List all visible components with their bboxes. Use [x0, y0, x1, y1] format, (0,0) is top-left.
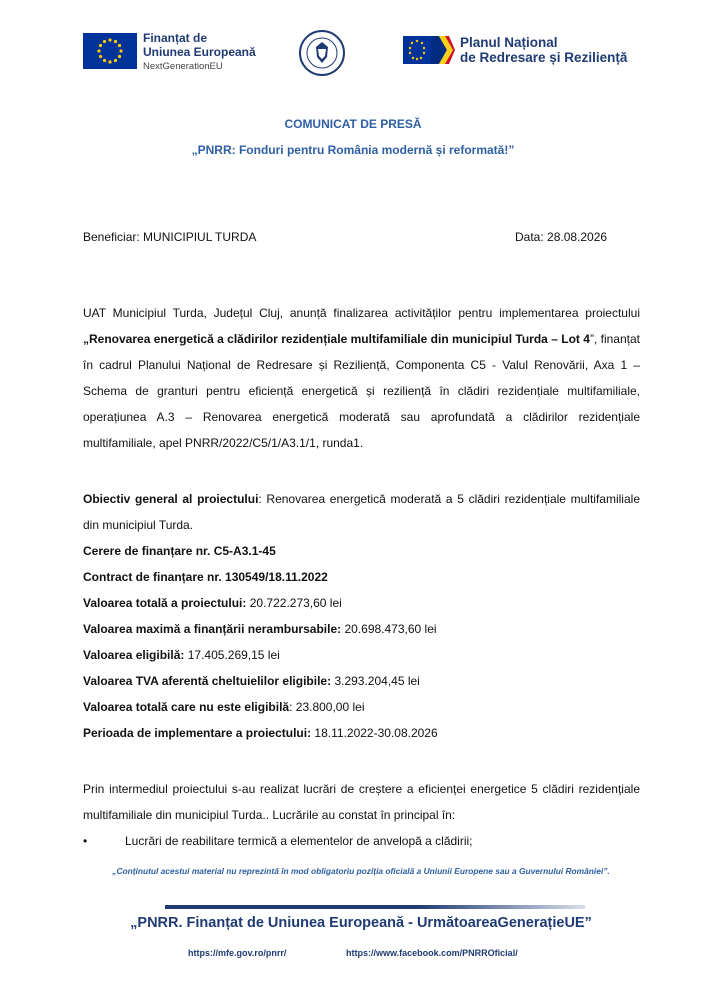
- intro-text-part2: ”, finanțat în cadrul Planului Național de Redresare și Reziliență, Componenta C5 - Valul Renovării, Axa 1 – Schema de granturi pentru eficiență energetică și reziliență în clădiri rezidențiale multifamiliale, operațiunea A.3 – Renovarea energetică moderată sau aprofundată a clădirilor rezidențiale multifamiliale, apel PNRR/2022/C5/1/A3.1/1, runda1.: [83, 332, 640, 450]
- eu-line2: Uniunea Europeană: [143, 45, 256, 59]
- date-label: Data: 28.08.2026: [515, 230, 608, 244]
- detail-label: Cerere de finanțare nr. C5-A3.1-45: [83, 544, 276, 558]
- detail-value: 17.405.269,15 lei: [187, 648, 280, 662]
- detail-total-value: [83, 590, 640, 616]
- beneficiar-label: Beneficiar: MUNICIPIUL TURDA: [83, 230, 257, 244]
- detail-contract: [83, 564, 640, 590]
- eu-logo-text: [143, 31, 256, 74]
- disclaimer: „Conținutul acestui material nu reprezintă în mod obligatoriu poziția oficială a Uniunii Europene sau a Guvernului României”.: [112, 866, 610, 876]
- mfe-link[interactable]: https://mfe.gov.ro/pnrr/: [188, 948, 287, 958]
- detail-label: Valoarea maximă a finanțării nerambursabile:: [83, 622, 342, 636]
- detail-max-financing: [83, 616, 640, 642]
- intro-text-part1: UAT Municipiul Turda, Județul Cluj, anunță finalizarea activităților pentru implementarea proiectului: [83, 306, 640, 320]
- detail-label: Valoarea TVA aferentă cheltuielilor eligibile:: [83, 674, 332, 688]
- detail-value: 20.698.473,60 lei: [344, 622, 437, 636]
- detail-objective: Obiectiv general al proiectului: Renovarea energetică moderată a 5 clădiri rezidențiale multifamiliale din municipiul Turda.: [83, 492, 640, 532]
- detail-label: Valoarea totală a proiectului:: [83, 596, 247, 610]
- list-item: [83, 828, 473, 854]
- detail-value: Renovarea energetică moderată a 5 clădiri rezidențiale multifamiliale din municipiul Turda.: [83, 492, 640, 532]
- detail-label: Valoarea totală care nu este eligibilă: [83, 700, 290, 714]
- project-details: [83, 486, 640, 746]
- eu-line3: NextGenerationEU: [143, 61, 223, 72]
- list-item-text: Lucrări de reabilitare termică a elementelor de anvelopă a clădirii;: [125, 834, 473, 848]
- detail-cerere: [83, 538, 640, 564]
- project-name: „Renovarea energetică a clădirilor rezidențiale multifamiliale din municipiul Turda – Lot 4: [83, 332, 590, 346]
- pnrr-flag-icon: [403, 34, 455, 66]
- detail-value: 20.722.273,60 lei: [249, 596, 342, 610]
- pnrr-line2: de Redresare și Reziliență: [460, 50, 628, 65]
- bullet-icon: •: [83, 834, 88, 848]
- detail-value: 3.293.204,45 lei: [334, 674, 420, 688]
- detail-label: Perioada de implementare a proiectului:: [83, 726, 312, 740]
- detail-value: 18.11.2022-30.08.2026: [314, 726, 438, 740]
- guvernul-romaniei-seal-icon: [298, 29, 346, 77]
- document-subtitle: „PNRR: Fonduri pentru România modernă și reformată!”: [191, 143, 515, 157]
- detail-period: [83, 720, 640, 746]
- document-title: COMUNICAT DE PRESĂ: [284, 117, 422, 131]
- eu-flag-icon: [83, 33, 137, 69]
- detail-non-eligible: Valoarea totală care nu este eligibilă: 23.800,00 lei: [83, 700, 365, 714]
- detail-label: Contract de finanțare nr. 130549/18.11.2022: [83, 570, 328, 584]
- facebook-link[interactable]: https://www.facebook.com/PNRROficial/: [346, 948, 518, 958]
- footer-divider: [165, 896, 585, 900]
- detail-label: Valoarea eligibilă:: [83, 648, 185, 662]
- intro-paragraph: [83, 300, 640, 456]
- detail-vat: [83, 668, 640, 694]
- detail-value: 23.800,00 lei: [295, 700, 365, 714]
- pnrr-line1: Planul Național: [460, 35, 558, 50]
- detail-label: Obiectiv general al proiectului: [83, 492, 259, 506]
- works-paragraph: Prin intermediul proiectului s-au realizat lucrări de creștere a eficienței energetice 5 clădiri rezidențiale multifamiliale din municipiul Turda.. Lucrările au constat în principal în:: [83, 782, 640, 822]
- pnrr-logo-text: [460, 35, 627, 65]
- footer-title: „PNRR. Finanțat de Uniunea Europeană - UrmătoareaGenerațieUE”: [130, 915, 592, 931]
- eu-line1: Finanțat de: [143, 31, 208, 45]
- detail-eligible-value: [83, 642, 640, 668]
